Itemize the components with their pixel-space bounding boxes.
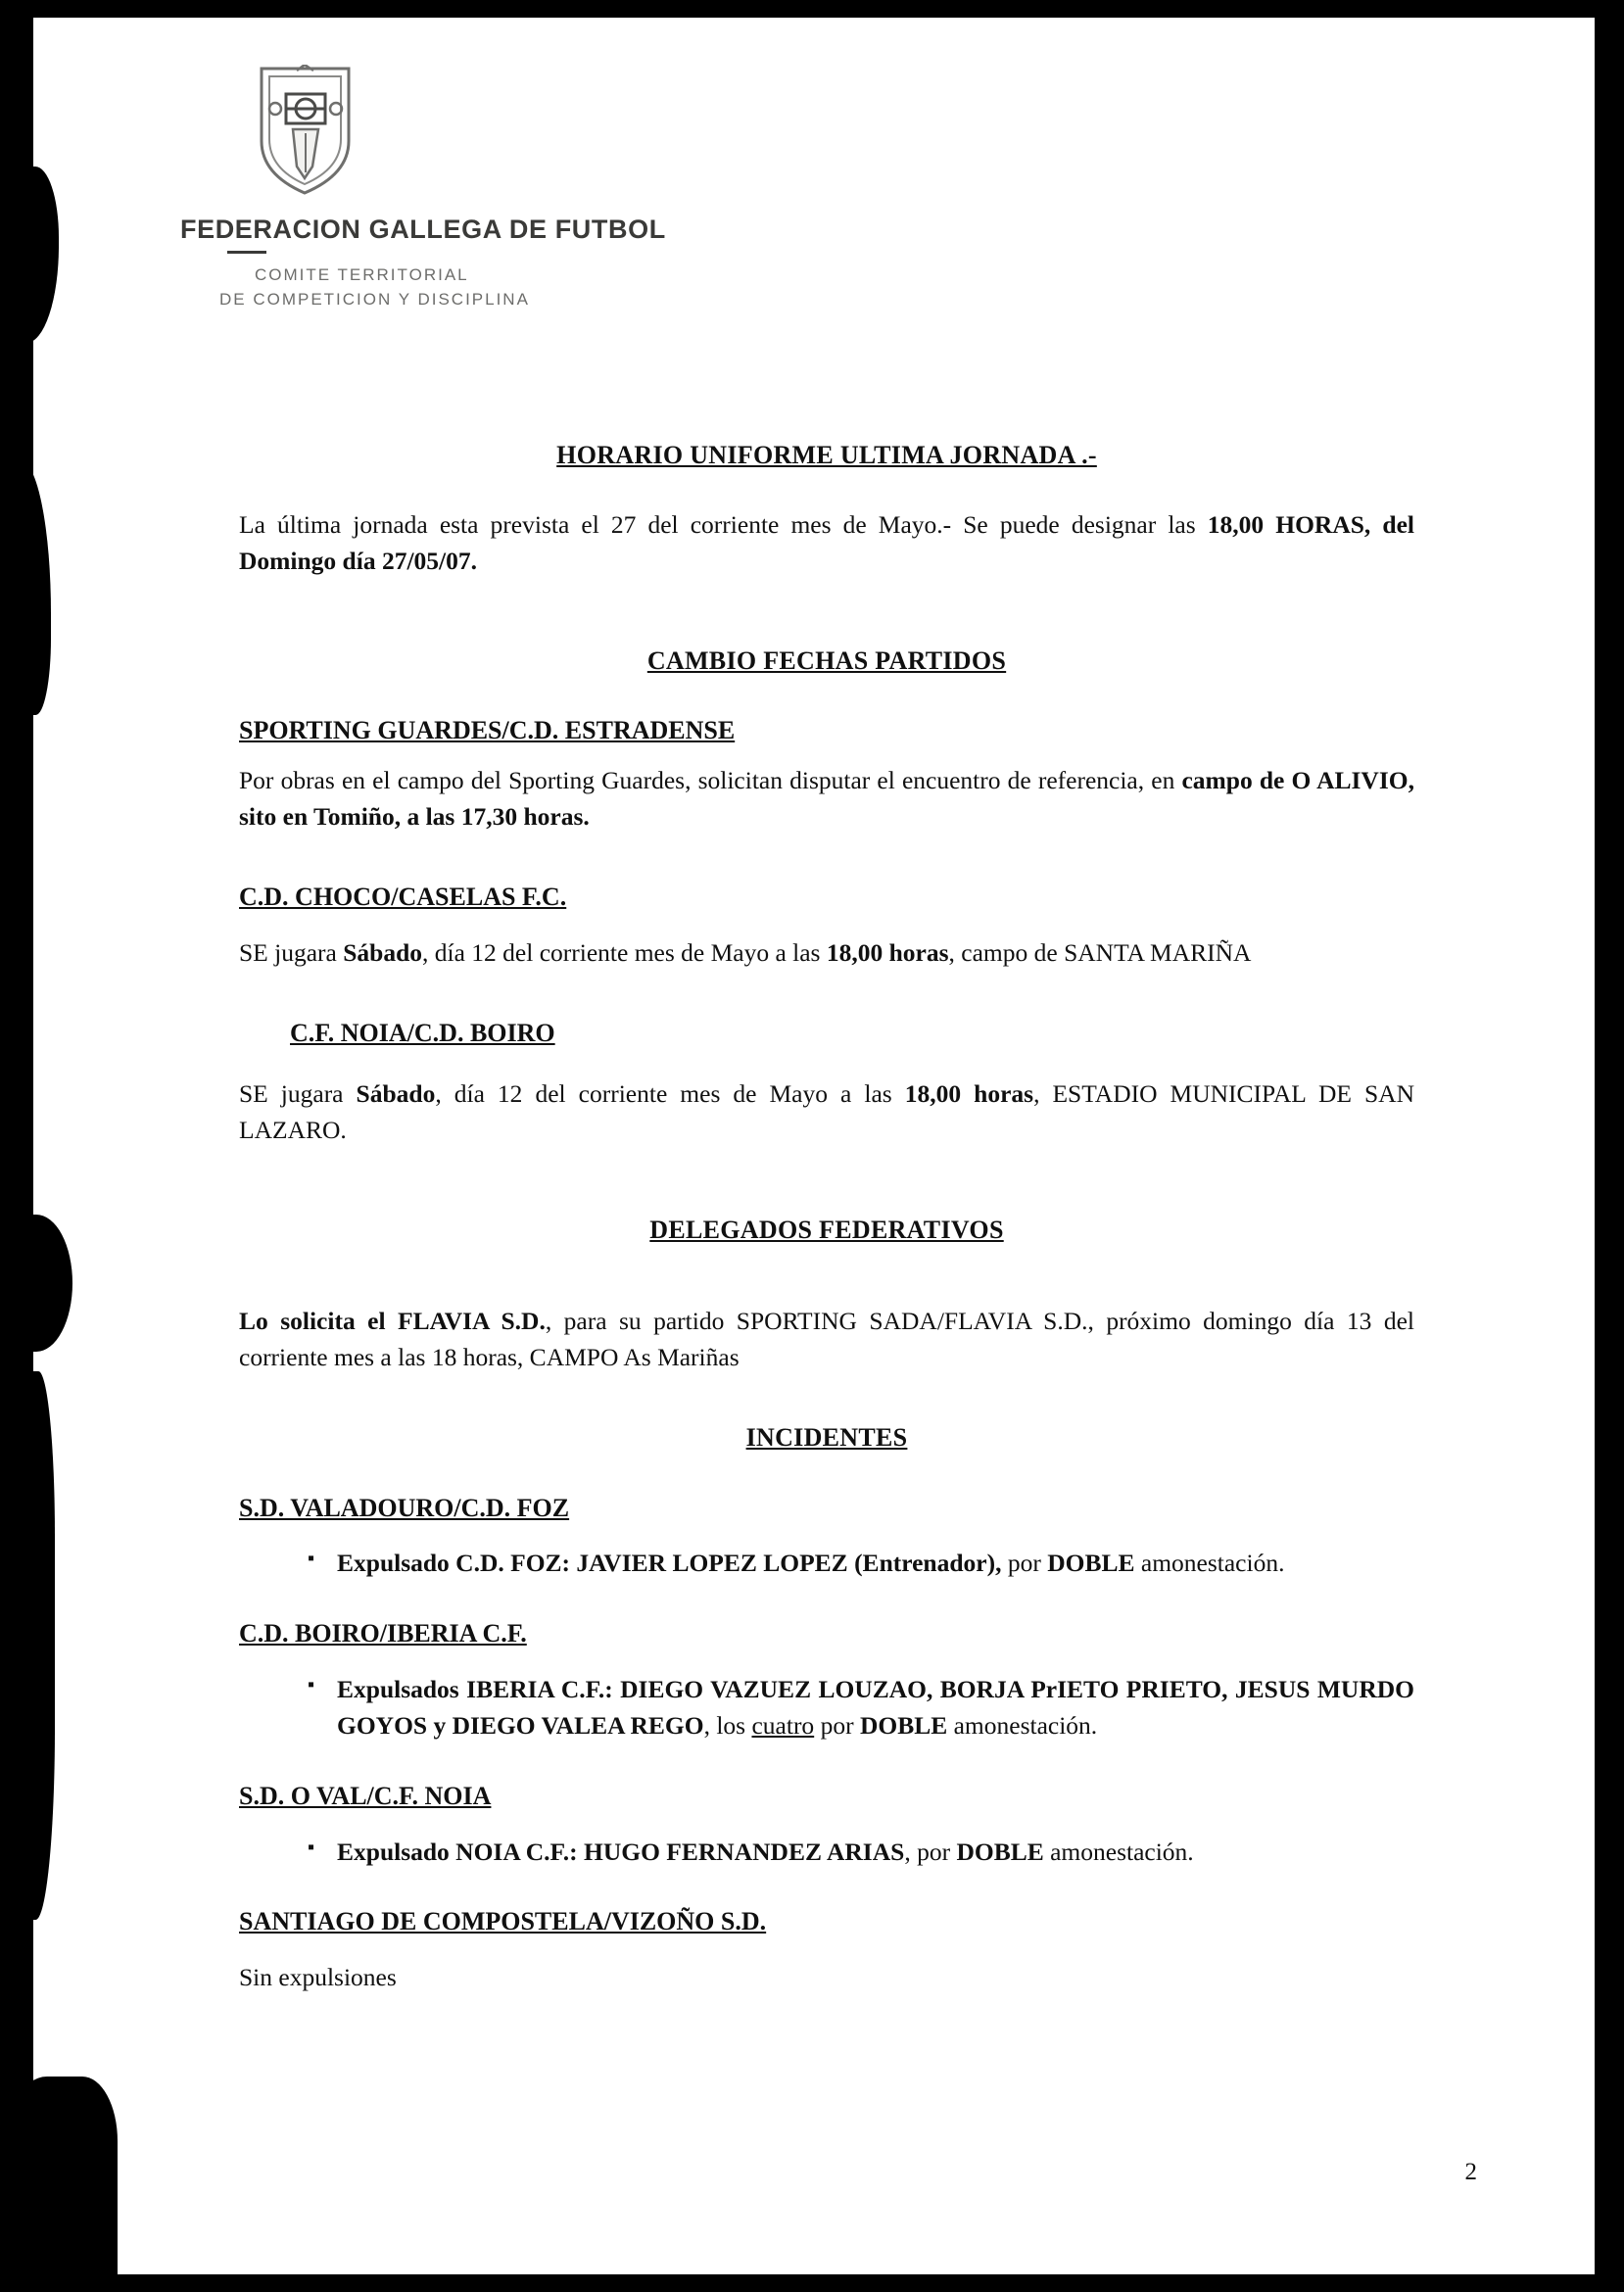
incident-bold-1: Expulsado C.D. FOZ: JAVIER LOPEZ LOPEZ (Entrenador), <box>337 1549 1002 1578</box>
list-item <box>308 1546 1414 1582</box>
match-heading-noia-boiro: C.F. NOIA/C.D. BOIRO <box>290 1018 555 1047</box>
document-header <box>180 65 866 311</box>
cambio-text-3a: SE jugara <box>239 1079 357 1109</box>
committee-line-2: DE COMPETICION Y DISCIPLINA <box>219 289 530 309</box>
cambio-text-2-bold-2: 18,00 horas <box>826 937 949 967</box>
incident-bold-1: Expulsados IBERIA C.F.: DIEGO VAZUEZ LOUZAO, BORJA PrIETO PRIETO, JESUS MURDO GOYOS y DIEGO VALEA REGO <box>337 1674 1414 1740</box>
cambio-text-1: Por obras en el campo del Sporting Guardes, solicitan disputar el encuentro de referencia, en <box>239 766 1182 794</box>
incident-text-2: amonestación. <box>1043 1837 1194 1866</box>
header-divider <box>227 251 266 254</box>
match-heading-santiago-vizono: SANTIAGO DE COMPOSTELA/VIZOÑO S.D. <box>239 1907 767 1936</box>
match-heading-boiro-iberia: C.D. BOIRO/IBERIA C.F. <box>239 1619 527 1648</box>
cambio-paragraph-1 <box>239 763 1414 836</box>
match-heading-sporting-guardes: SPORTING GUARDES/C.D. ESTRADENSE <box>239 716 736 745</box>
list-item <box>308 1835 1414 1871</box>
cambio-text-2c: , campo de SANTA MARIÑA <box>948 937 1252 967</box>
cambio-paragraph-2 <box>239 935 1414 972</box>
incident-list-boiro-iberia <box>239 1672 1414 1744</box>
match-heading-oval-noia: S.D. O VAL/C.F. NOIA <box>239 1781 492 1810</box>
horario-text: La última jornada esta prevista el 27 del corriente mes de Mayo.- Se puede designar las <box>239 509 1208 539</box>
scan-edge-left <box>0 0 33 2292</box>
scan-edge-bottom <box>0 2274 1624 2292</box>
cambio-text-2-bold-1: Sábado <box>343 937 423 967</box>
list-item <box>308 1672 1414 1744</box>
cambio-text-3c: , ESTADIO MUNICIPAL DE SAN LAZARO. <box>239 1079 1414 1145</box>
section-title-delegados: DELEGADOS FEDERATIVOS <box>649 1216 1004 1245</box>
section-title-horario: HORARIO UNIFORME ULTIMA JORNADA .- <box>556 441 1097 469</box>
match-heading-valadouro-foz: S.D. VALADOURO/C.D. FOZ <box>239 1493 570 1522</box>
incident-text-1: , los <box>703 1710 752 1740</box>
delegados-paragraph <box>239 1304 1414 1376</box>
cambio-text-1-bold: campo de O ALIVIO, sito en Tomiño, a las 17,30 horas. <box>239 766 1414 831</box>
incident-text-2: por <box>814 1710 860 1740</box>
incident-list-valadouro-foz <box>239 1546 1414 1582</box>
cambio-text-3b: , día 12 del corriente mes de Mayo a las <box>435 1079 905 1109</box>
incident-bold-2: DOBLE <box>1047 1549 1135 1578</box>
federation-title: FEDERACION GALLEGA DE FUTBOL <box>180 215 666 244</box>
incident-text-3: amonestación. <box>947 1710 1098 1740</box>
cambio-paragraph-3 <box>239 1076 1414 1149</box>
delegados-text: , para su partido SPORTING SADA/FLAVIA S.D., próximo domingo día 13 del corriente mes a las 18 horas, CAMPO As Mariñas <box>239 1306 1414 1371</box>
cambio-text-3-bold-1: Sábado <box>356 1079 436 1109</box>
incident-text-1: , por <box>904 1837 957 1866</box>
shield-crest-icon <box>254 65 357 197</box>
document-page <box>33 16 1595 2276</box>
scan-edge-right <box>1599 0 1624 2292</box>
match-heading-choco-caselas: C.D. CHOCO/CASELAS F.C. <box>239 882 567 911</box>
delegados-bold: Lo solicita el FLAVIA S.D. <box>239 1306 546 1335</box>
horario-text-bold: 18,00 HORAS, del Domingo día 27/05/07. <box>239 509 1414 575</box>
cambio-text-2b: , día 12 del corriente mes de Mayo a las <box>422 937 827 967</box>
incident-text-1: por <box>1001 1549 1048 1578</box>
incident-underline: cuatro <box>751 1710 815 1740</box>
incident-bold-2: DOBLE <box>859 1710 948 1740</box>
incident-bold-2: DOBLE <box>956 1837 1044 1866</box>
section-title-cambio-fechas: CAMBIO FECHAS PARTIDOS <box>646 645 1007 675</box>
incident-no-expulsions: Sin expulsiones <box>239 1963 397 1992</box>
section-title-incidentes: INCIDENTES <box>745 1422 908 1452</box>
cambio-text-3-bold-2: 18,00 horas <box>904 1079 1034 1109</box>
page-number: 2 <box>1464 2159 1477 2185</box>
incident-text-2: amonestación. <box>1134 1549 1285 1578</box>
cambio-text-2a: SE jugara <box>239 937 344 967</box>
incident-bold-1: Expulsado NOIA C.F.: HUGO FERNANDEZ ARIAS <box>337 1837 905 1866</box>
document-body <box>239 437 1414 1996</box>
horario-paragraph <box>239 507 1414 580</box>
incident-list-oval-noia <box>239 1835 1414 1871</box>
committee-line-1: COMITE TERRITORIAL <box>255 265 469 284</box>
